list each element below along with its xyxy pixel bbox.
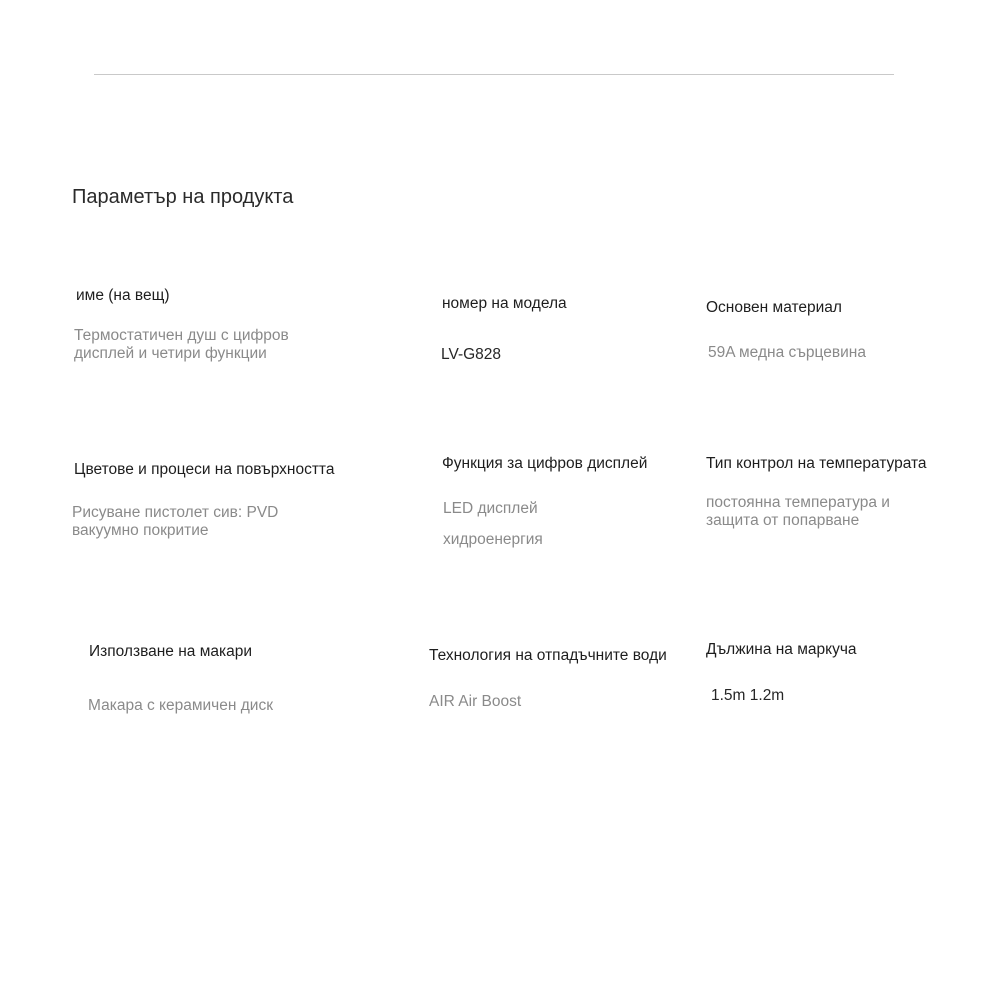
param-name xyxy=(76,287,169,305)
param-cartridge xyxy=(89,643,252,661)
param-model-label: номер на модела xyxy=(442,295,567,312)
param-waste-water-value-wrap xyxy=(429,693,521,711)
param-name-value-line-1: Термостатичен душ с цифров xyxy=(74,327,289,344)
param-display-value-1-wrap xyxy=(443,500,538,518)
param-waste-water-value: AIR Air Boost xyxy=(429,693,522,710)
param-display-value-1: LED дисплей xyxy=(443,500,538,517)
param-cartridge-label: Използване на макари xyxy=(89,643,253,660)
param-model xyxy=(442,295,567,313)
param-waste-water-label: Технология на отпадъчните води xyxy=(429,647,667,664)
param-surface-value-line-1: Рисуване пистолет сив: PVD xyxy=(72,504,279,521)
param-temperature xyxy=(706,455,927,473)
param-display-label: Функция за цифров дисплей xyxy=(442,455,648,472)
param-display-value-2: хидроенергия xyxy=(443,531,543,548)
param-temperature-value xyxy=(706,494,890,530)
param-surface-value-line-2: вакуумно покритие xyxy=(72,522,209,539)
param-surface xyxy=(74,461,334,479)
param-hose-label: Дължина на маркуча xyxy=(706,641,857,658)
param-name-label: име (на вещ) xyxy=(76,287,170,304)
param-material-label: Основен материал xyxy=(706,299,842,316)
param-temperature-value-line-2: защита от попарване xyxy=(706,512,860,529)
param-model-value: LV-G828 xyxy=(441,346,502,363)
param-model-value-wrap xyxy=(441,346,501,364)
param-material-value: 59A медна сърцевина xyxy=(708,344,866,361)
param-hose-value-wrap xyxy=(711,687,784,705)
param-hose-value: 1.5m 1.2m xyxy=(711,687,785,704)
param-hose xyxy=(706,641,857,659)
page-title: Параметър на продукта xyxy=(72,186,294,208)
param-display-value-2-wrap xyxy=(443,531,543,549)
top-divider xyxy=(94,74,894,75)
param-name-value xyxy=(74,327,289,363)
param-material xyxy=(706,299,842,317)
param-temperature-label: Тип контрол на температурата xyxy=(706,455,927,472)
param-material-value-wrap xyxy=(708,344,866,362)
param-surface-value xyxy=(72,504,278,540)
param-waste-water xyxy=(429,647,667,665)
param-cartridge-value-wrap xyxy=(88,697,273,715)
param-display xyxy=(442,455,647,473)
param-name-value-line-2: дисплей и четири функции xyxy=(74,345,267,362)
param-cartridge-value: Макара с керамичен диск xyxy=(88,697,273,714)
param-surface-label: Цветове и процеси на повърхността xyxy=(74,461,335,478)
param-temperature-value-line-1: постоянна температура и xyxy=(706,494,890,511)
